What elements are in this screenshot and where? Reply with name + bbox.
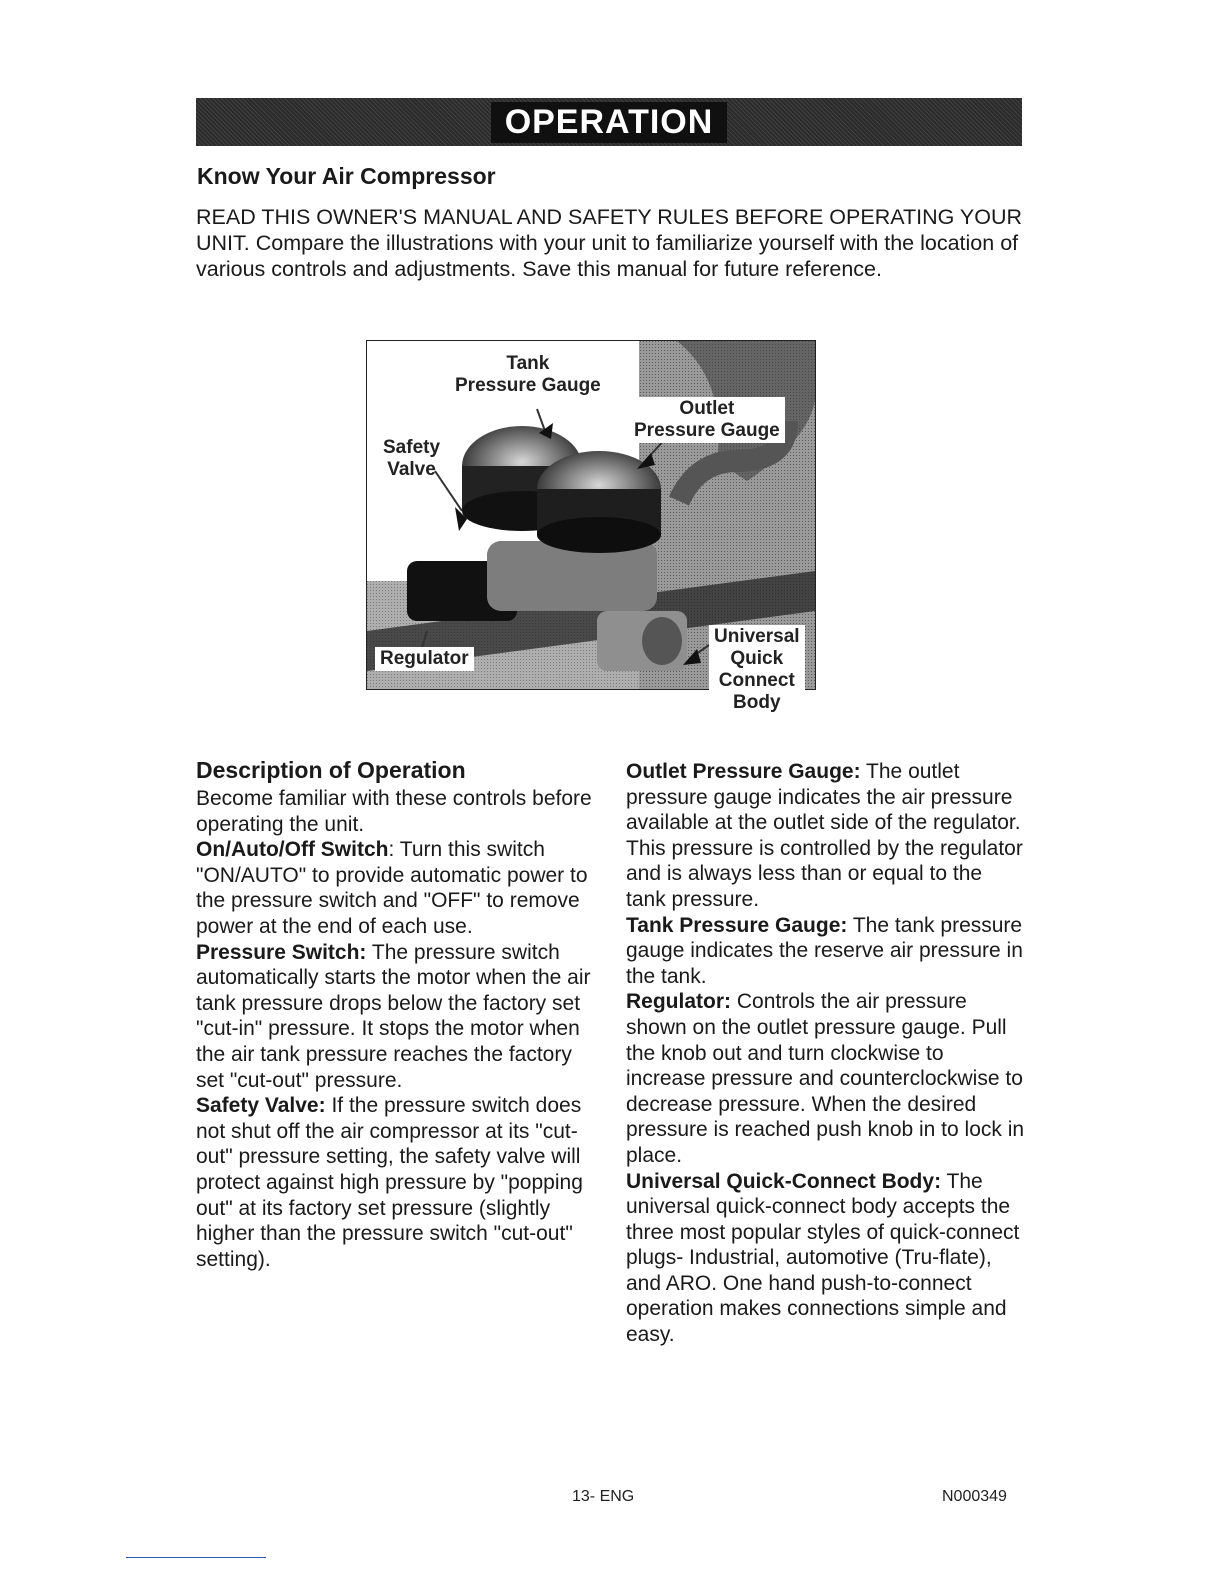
description-right-column <box>626 759 1026 1348</box>
callout-outlet-pressure-gauge: Outlet Pressure Gauge <box>629 397 785 443</box>
bottom-rule <box>126 1557 266 1558</box>
callout-tank-pressure-gauge: Tank Pressure Gauge <box>455 353 601 396</box>
callout-safety-valve: Safety Valve <box>383 437 441 480</box>
page-number: 13- ENG <box>572 1488 635 1505</box>
description-heading: Description of Operation <box>196 757 466 783</box>
description-item: Pressure Switch: The pressure switch automatically starts the motor when the air tank pressure drops below the factory set "cut-in" pressure. It stops the motor when the air tank pressure reaches the factory set "cut-out" pressure. <box>196 940 591 1092</box>
callout-regulator: Regulator <box>375 647 474 671</box>
callout-universal-quick-connect-body: Universal Quick Connect Body <box>709 625 805 715</box>
intro-paragraph: READ THIS OWNER'S MANUAL AND SAFETY RULES BEFORE OPERATING YOUR UNIT. Compare the illustrations with your unit to familiarize yourself with the location of various controls and adjustments. Save this manual for future reference. <box>196 205 1023 281</box>
description-intro: Become familiar with these controls before operating the unit. <box>196 787 592 836</box>
section-banner <box>196 98 1022 146</box>
description-item: Outlet Pressure Gauge: The outlet pressure gauge indicates the air pressure available at the outlet side of the regulator. This pressure is controlled by the regulator and is always less than or equal to the tank pressure. <box>626 760 1023 911</box>
document-code: N000349 <box>942 1488 1007 1505</box>
description-item: Tank Pressure Gauge: The tank pressure gauge indicates the reserve air pressure in the tank. <box>626 913 1023 988</box>
section-heading: Know Your Air Compressor <box>197 163 496 189</box>
description-item: Universal Quick-Connect Body: The universal quick-connect body accepts the three most popular styles of quick-connect plugs- Industrial, automotive (Tru-flate), and ARO. One hand push-to-connect operation makes connections simple and easy. <box>626 1169 1020 1347</box>
description-left-column <box>196 756 596 1272</box>
banner-title: OPERATION <box>491 102 728 143</box>
description-item: Safety Valve: If the pressure switch does not shut off the air compressor at its "cut-out" pressure setting, the safety valve will protect against high pressure by "popping out" at its factory set pressure (slightly higher than the pressure switch "cut-out" setting). <box>196 1094 583 1271</box>
compressor-figure <box>366 340 816 713</box>
description-item: Regulator: Controls the air pressure shown on the outlet pressure gauge. Pull the knob out and turn clockwise to increase pressure and counterclockwise to decrease pressure. When the desired pressure is reached push knob in to lock in place. <box>626 990 1025 1167</box>
description-item: On/Auto/Off Switch: Turn this switch "ON/AUTO" to provide automatic power to the pressure switch and "OFF" to remove power at the end of each use. <box>196 838 588 938</box>
